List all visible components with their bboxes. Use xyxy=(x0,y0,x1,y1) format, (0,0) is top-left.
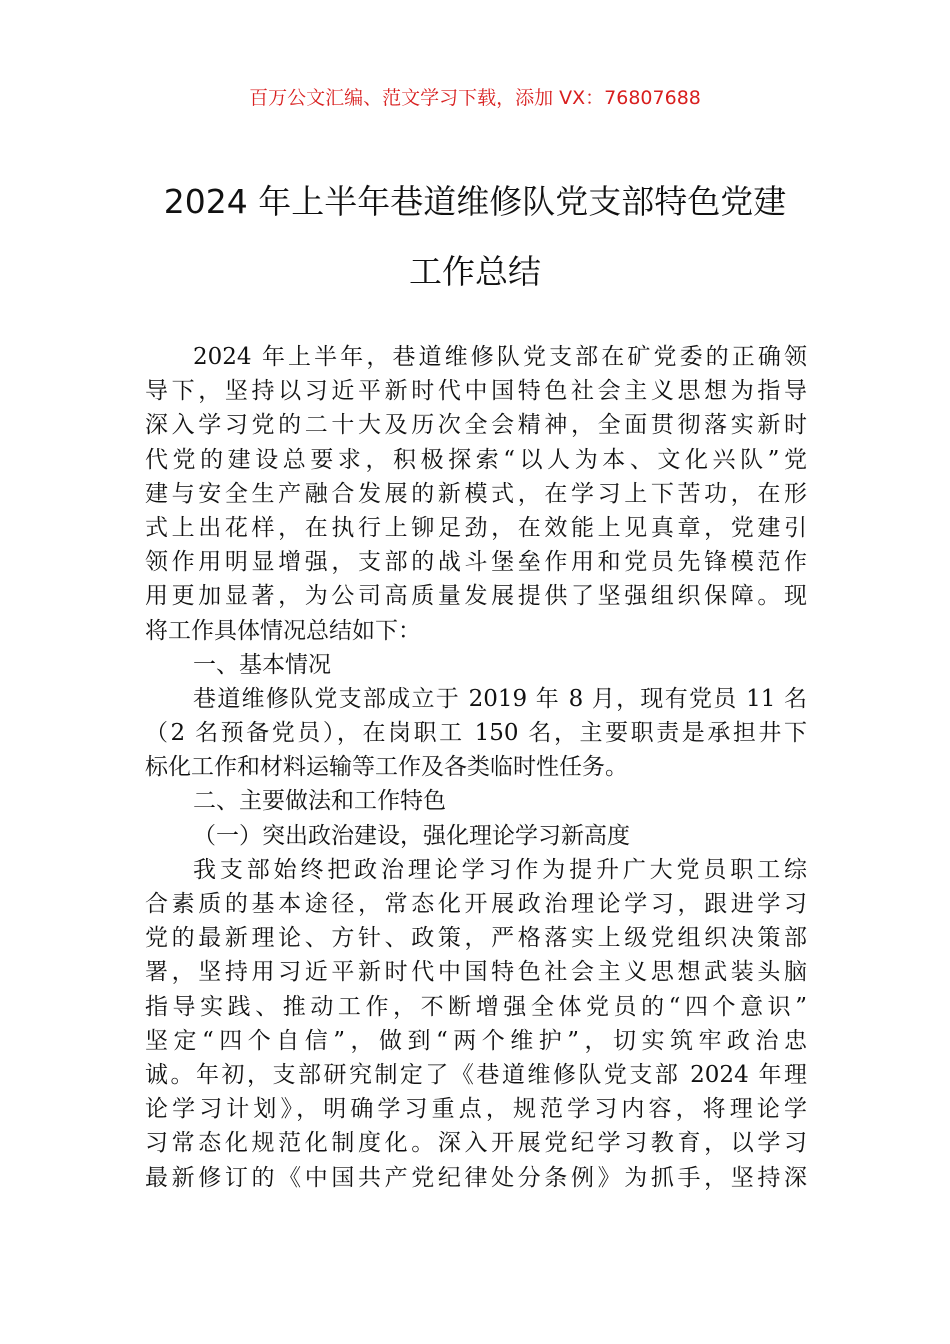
body-line: 诚。年初，支部研究制定了《巷道维修队党支部 2024 年理 xyxy=(145,1061,807,1088)
document-title-line-2: 工作总结 xyxy=(409,252,541,291)
body-line: 合素质的基本途径，常态化开展政治理论学习，跟进学习 xyxy=(145,891,807,917)
body-line: 我支部始终把政治理论学习作为提升广大党员职工综 xyxy=(193,856,807,883)
body-line: 用更加显著，为公司高质量发展提供了坚强组织保障。现 xyxy=(145,583,807,610)
body-line: 建与安全生产融合发展的新模式，在学习上下苦功，在形 xyxy=(145,480,807,507)
document-title-line-1: 2024 年上半年巷道维修队党支部特色党建 xyxy=(163,182,787,221)
subsection-heading-political-building: （一）突出政治建设，强化理论学习新高度 xyxy=(193,822,630,849)
body-line: 领作用明显增强，支部的战斗堡垒作用和党员先锋模范作 xyxy=(145,549,807,576)
body-line: 指导实践、推动工作，不断增强全体党员的“四个意识” xyxy=(145,993,807,1020)
body-line: 最新修订的《中国共产党纪律处分条例》为抓手，坚持深 xyxy=(145,1164,807,1191)
body-line: 党的最新理论、方针、政策，严格落实上级党组织决策部 xyxy=(145,925,807,952)
section-heading-basic-info: 一、基本情况 xyxy=(193,651,331,678)
body-line: 将工作具体情况总结如下： xyxy=(145,617,421,644)
body-line: （2 名预备党员），在岗职工 150 名，主要职责是承担井下 xyxy=(145,720,807,747)
body-line: 巷道维修队党支部成立于 2019 年 8 月，现有党员 11 名 xyxy=(193,685,807,712)
document-body xyxy=(145,340,807,1195)
body-line: 署，坚持用习近平新时代中国特色社会主义思想武装头脑 xyxy=(145,959,807,986)
body-line: 习常态化规范化制度化。深入开展党纪学习教育，以学习 xyxy=(145,1130,807,1157)
body-line: 标化工作和材料运输等工作及各类临时性任务。 xyxy=(145,754,628,781)
body-line: 代党的建设总要求，积极探索“以人为本、文化兴队”党 xyxy=(145,446,807,473)
body-line: 导下，坚持以习近平新时代中国特色社会主义思想为指导 xyxy=(145,378,807,405)
body-line: 坚定“四个自信”，做到“两个维护”，切实筑牢政治忠 xyxy=(145,1027,807,1054)
body-line: 论学习计划》，明确学习重点，规范学习内容，将理论学 xyxy=(145,1096,807,1123)
header-watermark-note: 百万公文汇编、范文学习下载，添加 VX：76807688 xyxy=(249,87,701,109)
body-line: 2024 年上半年，巷道维修队党支部在矿党委的正确领 xyxy=(193,344,807,370)
body-line: 式上出花样，在执行上铆足劲，在效能上见真章，党建引 xyxy=(145,514,807,541)
section-heading-main-practices: 二、主要做法和工作特色 xyxy=(193,788,446,815)
body-line: 深入学习党的二十大及历次全会精神，全面贯彻落实新时 xyxy=(145,412,807,439)
